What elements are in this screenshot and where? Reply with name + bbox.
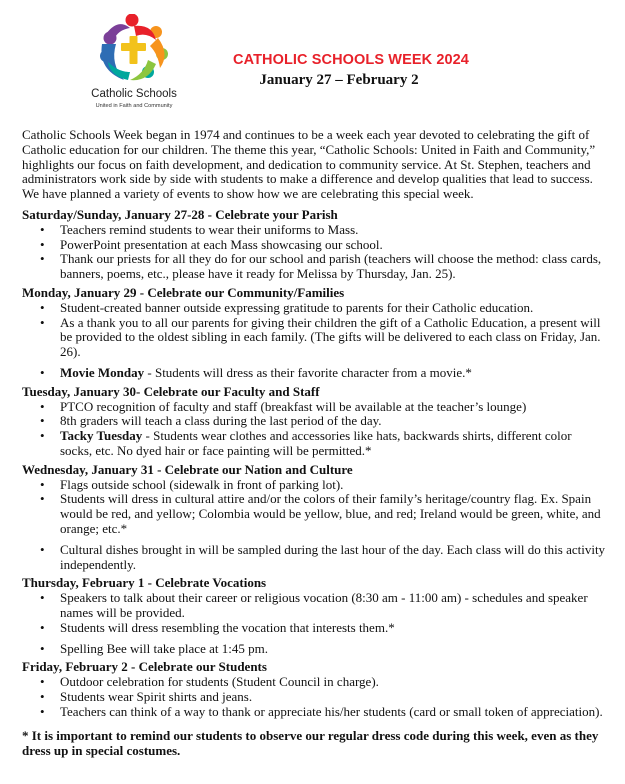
event-list xyxy=(22,400,606,459)
section-thursday xyxy=(22,576,606,656)
list-item: • Thank our priests for all they do for our school and parish (teachers will choose the method: class cards, banners, poems, etc., please have it ready for Melissa by Thursday, Jan. 25). xyxy=(60,252,606,282)
section-heading: Thursday, February 1 - Celebrate Vocations xyxy=(22,575,267,591)
intro-paragraph: Catholic Schools Week began in 1974 and continues to be a week each year devoted to celebrating the gift of Catholic education for our children. The theme this year, “Catholic Schools: United in Faith and Community,” highlights our focus on faith development, and dedication to community service. At St. Stephen, teachers and administrators work side by side with students to make a difference and develop qualities that lead to success. We have planned a variety of events to show how we are celebrating this special week. xyxy=(22,127,596,202)
list-item: • Students will dress in cultural attire and/or the colors of their family’s heritage/country flag. Ex. Spain would be red, and yellow; Colombia would be yellow, blue, and red; Ireland would be green, white, and orange; etc.* xyxy=(60,492,606,536)
list-item: • PTCO recognition of faculty and staff (breakfast will be available at the teacher’s lounge) xyxy=(60,400,606,415)
section-wednesday xyxy=(22,463,606,573)
list-item: • Students will dress resembling the vocation that interests them.* xyxy=(60,621,606,636)
section-heading: Friday, February 2 - Celebrate our Students xyxy=(22,659,267,675)
list-item: • PowerPoint presentation at each Mass showcasing our school. xyxy=(60,238,606,253)
list-item: • Outdoor celebration for students (Student Council in charge). xyxy=(60,675,606,690)
list-item: • 8th graders will teach a class during the last period of the day. xyxy=(60,414,606,429)
event-list xyxy=(22,591,606,656)
section-heading: Saturday/Sunday, January 27-28 - Celebrate your Parish xyxy=(22,206,338,222)
list-item: • Students wear Spirit shirts and jeans. xyxy=(60,690,606,705)
event-list xyxy=(22,478,606,573)
section-friday xyxy=(22,660,606,719)
section-heading: Wednesday, January 31 - Celebrate our Nation and Culture xyxy=(22,461,353,477)
section-heading: Tuesday, January 30- Celebrate our Faculty and Staff xyxy=(22,383,320,399)
event-list xyxy=(22,301,606,381)
logo-name: Catholic Schools xyxy=(91,88,177,100)
catholic-schools-logo xyxy=(82,14,186,110)
list-item: • Teachers can think of a way to thank or appreciate his/her students (card or small token of appreciation). xyxy=(60,705,606,720)
page-title: CATHOLIC SCHOOLS WEEK 2024 xyxy=(233,52,469,68)
section-tuesday xyxy=(22,385,606,459)
list-item: • Cultural dishes brought in will be sampled during the last hour of the day. Each class will do this activity independently. xyxy=(60,543,606,573)
list-item: • As a thank you to all our parents for giving their children the gift of a Catholic Education, a present will be provided to the oldest sibling in each family. (The gifts will be delivered to each class on Friday, Jan. 26). xyxy=(60,316,606,360)
list-item: • Teachers remind students to wear their uniforms to Mass. xyxy=(60,223,606,238)
list-item: • Speakers to talk about their career or religious vocation (8:30 am - 11:00 am) - schedules and speaker names will be provided. xyxy=(60,591,606,621)
list-item: • Tacky Tuesday - Students wear clothes and accessories like hats, backwards shirts, different color socks, etc. No dyed hair or face painting will be permitted.* xyxy=(60,429,606,459)
event-list xyxy=(22,675,606,719)
list-item: • Flags outside school (sidewalk in front of parking lot). xyxy=(60,478,606,493)
logo-mark-icon xyxy=(96,14,172,86)
logo-tagline: United in Faith and Community xyxy=(95,103,173,109)
list-item: • Student-created banner outside expressing gratitude to parents for their Catholic education. xyxy=(60,301,606,316)
list-item: • Movie Monday - Students will dress as their favorite character from a movie.* xyxy=(60,366,606,381)
list-item: • Spelling Bee will take place at 1:45 pm. xyxy=(60,642,606,657)
event-list xyxy=(22,223,606,282)
dress-code-footnote: * It is important to remind our students to observe our regular dress code during this week, even as they dress up in special costumes. xyxy=(22,728,599,759)
section-monday xyxy=(22,286,606,381)
event-dates: January 27 – February 2 xyxy=(259,72,419,88)
document-body xyxy=(22,128,606,772)
section-heading: Monday, January 29 - Celebrate our Community/Families xyxy=(22,284,345,300)
section-saturday-sunday xyxy=(22,208,606,282)
